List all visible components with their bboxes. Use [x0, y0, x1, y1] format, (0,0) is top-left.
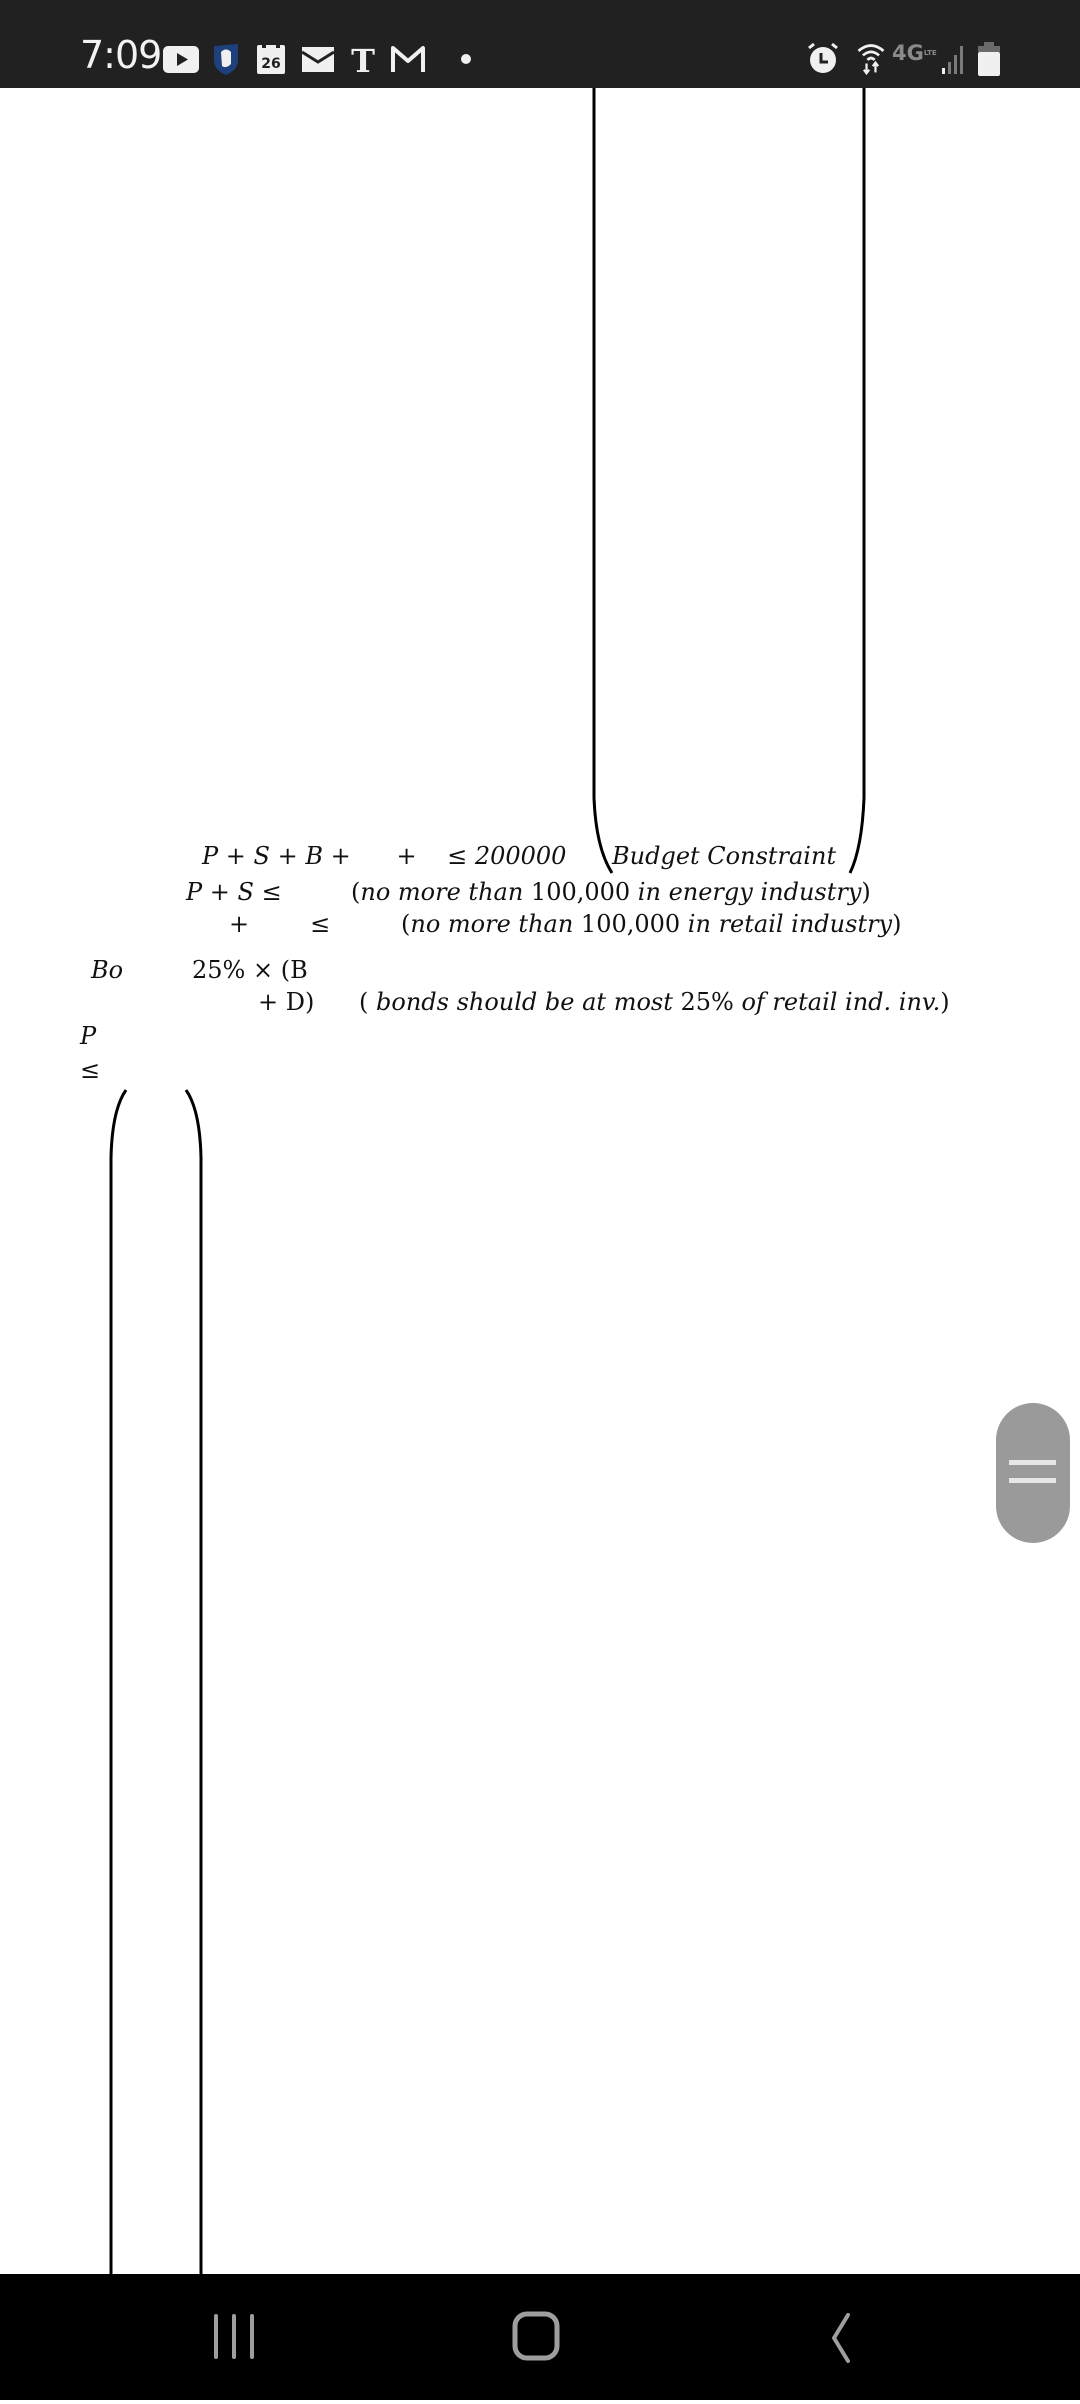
bonds-label: Bo [91, 956, 124, 984]
document-view[interactable] [0, 88, 1080, 2274]
status-time: 7:09 [80, 33, 162, 77]
status-bar [0, 0, 1080, 88]
wifi-data-icon [855, 42, 887, 76]
recent-apps-button[interactable] [164, 2274, 304, 2400]
bonds-expression-part1: 25% × (B [192, 956, 308, 984]
retail-constraint-note: (no more than 100,000 in retail industry) [401, 910, 902, 938]
svg-text:T: T [351, 42, 375, 76]
4g-lte-icon: $4G^{LTE}$ [892, 41, 937, 65]
back-icon [768, 2274, 908, 2400]
large-parenthesis-budget [588, 88, 868, 888]
bonds-constraint-note: ( bonds should be at most 25% of retail ind. inv.) [359, 988, 950, 1016]
back-button[interactable] [768, 2274, 908, 2400]
penn-state-icon [212, 42, 240, 76]
energy-constraint-expression: P + S ≤ [186, 878, 282, 906]
retail-constraint-expression: + ≤ [229, 910, 331, 938]
budget-constraint-label: Budget Constraint [612, 842, 837, 870]
nytimes-icon [350, 42, 376, 76]
svg-text:26: 26 [261, 56, 281, 72]
battery-icon [978, 42, 1000, 76]
home-button[interactable] [466, 2274, 606, 2400]
calendar-icon [256, 42, 286, 76]
recent-apps-icon [164, 2274, 304, 2400]
fragment-leq: ≤ [80, 1056, 101, 1084]
drag-handle-icon [1009, 1460, 1056, 1465]
more-dot-icon [460, 42, 472, 76]
email-icon [302, 42, 334, 76]
fragment-p: P [80, 1022, 97, 1050]
energy-constraint-note: (no more than 100,000 in energy industry) [351, 878, 871, 906]
scroll-handle[interactable] [996, 1403, 1070, 1543]
budget-constraint-expression: P + S + B + + ≤ 200000 [202, 842, 567, 870]
signal-icon [942, 42, 968, 76]
gmail-icon [390, 42, 426, 76]
alarm-icon [806, 42, 840, 76]
large-parenthesis-lower [100, 1088, 220, 2274]
home-icon [466, 2274, 606, 2400]
drag-handle-icon-line [1009, 1478, 1056, 1483]
bonds-expression-part2: + D) [258, 988, 315, 1016]
navigation-bar [0, 2274, 1080, 2400]
youtube-icon [163, 42, 199, 76]
